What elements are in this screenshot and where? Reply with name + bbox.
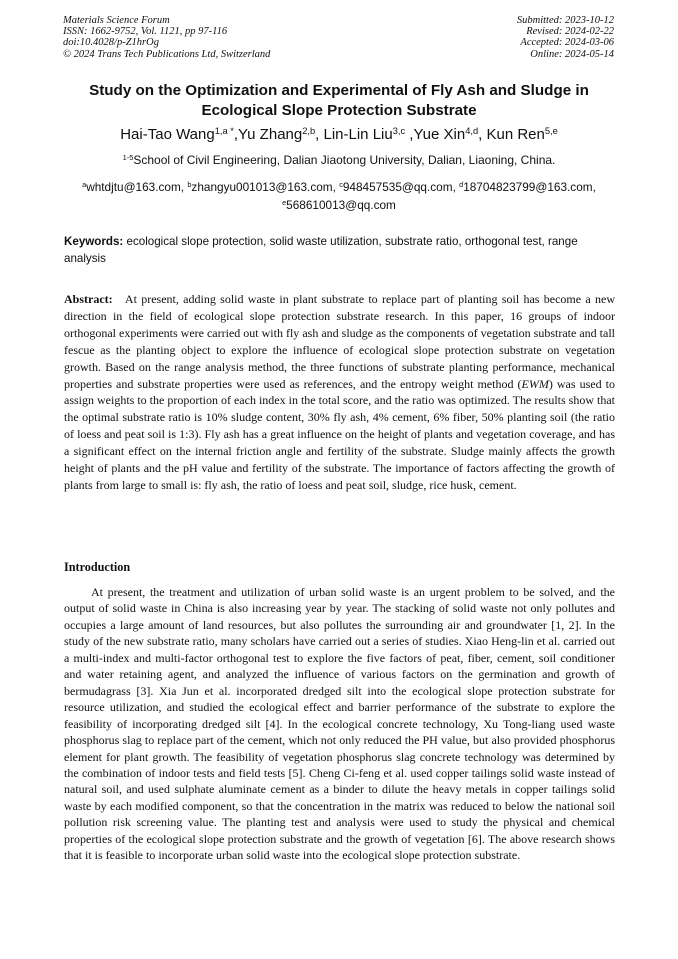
- abstract-section: [64, 291, 615, 494]
- author-name: Yue Xin: [413, 126, 466, 143]
- email-sup: b: [187, 179, 192, 189]
- email-sep: ,: [332, 180, 340, 194]
- revised-date: Revised: 2024-02-22: [526, 26, 614, 38]
- email-sep: ,: [452, 180, 460, 194]
- paper-title: Study on the Optimization and Experimental of Fly Ash and Sludge in Ecological Slope Protection Substrate: [89, 82, 589, 119]
- author-sup: 1,a *: [214, 125, 234, 136]
- author-sep: ,: [233, 126, 238, 143]
- keywords-text: ecological slope protection, solid waste utilization, substrate ratio, orthogonal test, range analysis: [64, 235, 578, 265]
- accepted-date: Accepted: 2024-03-06: [520, 37, 614, 49]
- author-name: Lin-Lin Liu: [323, 126, 393, 143]
- author-name: Hai-Tao Wang: [120, 126, 215, 143]
- author-name: Kun Ren: [486, 126, 545, 143]
- author-sep: ,: [405, 126, 414, 143]
- email-address[interactable]: whtdjtu@163.com: [86, 180, 181, 194]
- author-emails: [50, 178, 628, 214]
- author-sep: ,: [478, 126, 487, 143]
- email-address[interactable]: 18704823799@163.com: [463, 180, 593, 194]
- author-sup: 5,e: [544, 125, 558, 136]
- author-sep: ,: [315, 126, 324, 143]
- author-sup: 2,b: [302, 125, 316, 136]
- abstract-text-cont: ) was used to assign weights to the proportion of each index in the total score, and the ratio was optimized. The results show that the optimal substrate ratio is 10% sludge content, 30% fly ash, 4% cement, 6% fiber, 50% planting soil (the ratio of loess and peat soil is 1:3). Fly ash has a great influence on the height of plants and vegetation coverage, and has a significant effect on the internal friction angle and fertility of the substrate. Sludge mainly affects the growth height of plants and the pH value and fertility of the substrate. The importance of factors affecting the growth of plants from large to small is: fly ash, the ratio of loess and peat soil, sludge, rice husk, cement.: [64, 376, 615, 492]
- email-address[interactable]: 568610013@qq.com: [286, 198, 396, 212]
- email-sup: e: [282, 197, 287, 207]
- affiliation: [40, 152, 638, 168]
- abstract-label: Abstract:: [64, 292, 113, 306]
- email-sup: d: [459, 179, 464, 189]
- email-sup: a: [82, 179, 87, 189]
- email-address[interactable]: zhangyu001013@163.com: [191, 180, 333, 194]
- abstract-text: At present, adding solid waste in plant substrate to replace part of planting soil has become a new direction in the field of ecological slope protection substrate research. In this paper, 16 groups of indoor orthogonal experiments were carried out with fly ash and sludge as the components of vegetation substrate and tall fescue as the planting object to explore the influence of ecological slope protection substrate on vegetation growth. Based on the range analysis method, the three functions of substrate planting performance, mechanical properties and substrate properties were used as references, and the entropy weight method (: [64, 292, 615, 391]
- introduction-paragraph: At present, the treatment and utilization of urban solid waste is an urgent problem to be solved, and the output of solid waste in China is also increasing year by year. The stacking of solid waste not only pollutes and occupies a large amount of land resources, but also pollutes the surrounding air and groundwater [1, 2]. In the study of the new substrate ratio, many scholars have carried out a series of studies. Xiao Heng-lin et al. carried out a multi-index and multi-factor orthogonal test to explore the five factors of peat, fiber, cement, soil conditioner and water retaining agent, and analyzed the influence of various factors on the germination and growth of bermudagrass [3]. Xia Jun et al. incorporated dredged silt into the ecological slope protection substrate for resource utilization, and studied the ecological effect and barrier performance of the substrate to explore the feasibility of incorporating dredged silt [4]. In the ecological concrete technology, Xu Tong-liang used waste phosphorus slag to replace part of the cement, which not only reduced the PH value, but also provided phosphorus element for plant growth. The feasibility of vegetation phosphorus slag concrete technology was determined by the combination of indoor tests and field tests [5]. Cheng Ci-feng et al. used copper tailings solid waste instead of natural soil, and used sulphate aluminate cement as a binder to dilute the heavy metals in copper tailings solid waste by each modified component, so that the concentration in the matrix was reduced to below the national soil pollution risk screening value. The planting test and analysis were used to study the physical and chemical properties of the ecological slope protection substrate and the growth of vegetation [6]. The above research shows that it is feasible to incorporate urban solid waste into the ecological slope protection substrate.: [64, 585, 615, 863]
- abstract-italic-term: EWM: [521, 376, 549, 391]
- email-sep: ,: [180, 180, 188, 194]
- author-sup: 4,d: [465, 125, 479, 136]
- keywords-label: Keywords:: [64, 235, 124, 248]
- online-date: Online: 2024-05-14: [530, 48, 614, 60]
- section-heading: Introduction: [64, 560, 131, 574]
- author-sup: 3,c: [392, 125, 406, 136]
- issn-line: ISSN: 1662-9752, Vol. 1121, pp 97-116: [63, 26, 228, 38]
- email-sup: c: [339, 179, 343, 189]
- doi-line[interactable]: doi:10.4028/p-Z1hrOg: [63, 37, 159, 49]
- email-address[interactable]: 948457535@qq.com: [342, 180, 453, 194]
- author-name: Yu Zhang: [238, 126, 303, 143]
- email-sep: ,: [592, 180, 596, 194]
- affiliation-text: School of Civil Engineering, Dalian Jiaotong University, Dalian, Liaoning, China.: [133, 153, 556, 167]
- submission-dates: [394, 15, 614, 60]
- journal-info: [63, 15, 393, 60]
- affiliation-sup: 1-5: [122, 152, 134, 162]
- journal-name: Materials Science Forum: [63, 15, 170, 26]
- copyright-line: © 2024 Trans Tech Publications Ltd, Switzerland: [63, 48, 271, 60]
- author-list: [40, 125, 638, 145]
- submitted-date: Submitted: 2023-10-12: [516, 15, 614, 26]
- keywords-section: [64, 234, 615, 267]
